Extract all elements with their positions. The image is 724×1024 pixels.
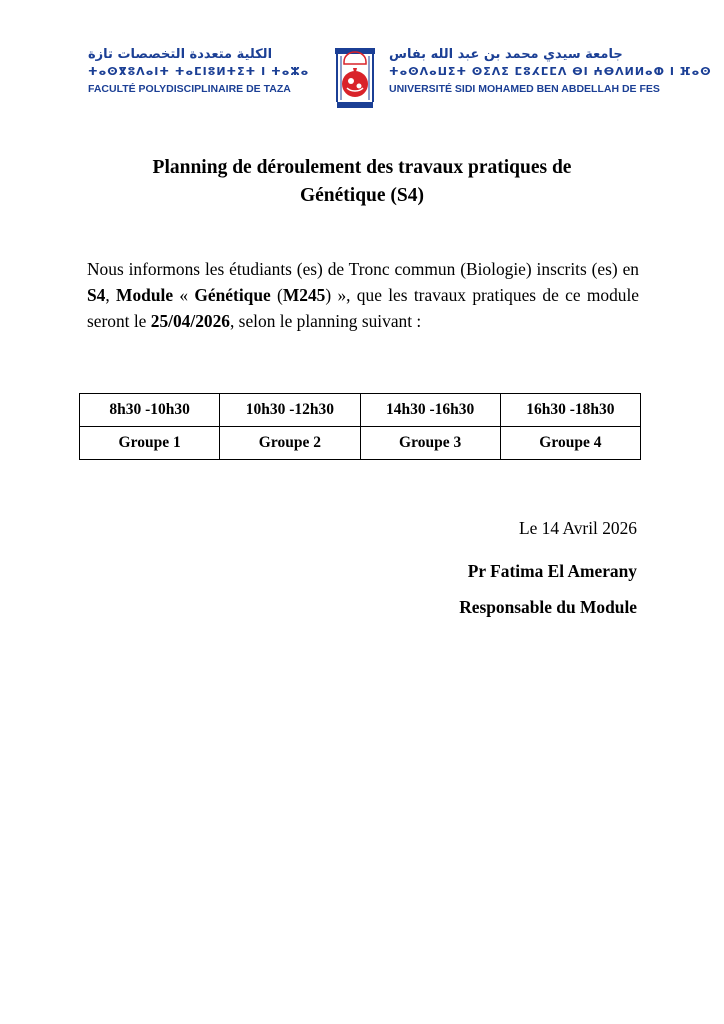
para-text-6: , selon le planning suivant : xyxy=(229,311,422,331)
faculty-name-tifinagh: ⵜⴰⵙⴳⵓⴷⴰⵏⵜ ⵜⴰⵎⵏⵓⵍⵜⵉⵜ ⵏ ⵜⴰⵣⴰ xyxy=(88,65,310,78)
schedule-groups-row xyxy=(80,427,641,460)
para-module-code: M245 xyxy=(282,285,326,305)
page-title xyxy=(100,154,624,210)
group-cell: Groupe 2 xyxy=(220,427,360,460)
group-cell: Groupe 3 xyxy=(360,427,500,460)
para-semester: S4 xyxy=(87,285,106,305)
para-text-1: Nous informons les étudiants (es) de Tronc commun (Biologie) inscrits (es) en xyxy=(87,259,639,279)
university-name-tifinagh: ⵜⴰⵙⴷⴰⵡⵉⵜ ⵙⵉⴷⵉ ⵎⵓⵃⵎⵎⴷ ⴱⵏ ⵄⴱⴷⵍⵍⴰⵀ ⵏ ⴼⴰⵙ xyxy=(389,65,712,78)
title-line-2: Génétique (S4) xyxy=(299,185,425,206)
university-name-french: UNIVERSITÉ SIDI MOHAMED BEN ABDELLAH DE FES xyxy=(389,83,660,95)
para-genetique: Génétique xyxy=(194,285,271,305)
document-date: Le 14 Avril 2026 xyxy=(518,518,637,538)
time-slot-cell: 10h30 -12h30 xyxy=(220,394,360,427)
para-text-3: « xyxy=(173,285,195,305)
time-slot-cell: 16h30 -18h30 xyxy=(500,394,640,427)
university-emblem-icon xyxy=(329,42,381,110)
group-cell: Groupe 4 xyxy=(500,427,640,460)
time-slot-cell: 8h30 -10h30 xyxy=(80,394,220,427)
faculty-name-arabic: الكلية متعددة التخصصات تازة xyxy=(88,47,273,62)
signatory-name: Pr Fatima El Amerany xyxy=(467,561,637,581)
group-cell: Groupe 1 xyxy=(80,427,220,460)
faculty-name-french: FACULTÉ POLYDISCIPLINAIRE DE TAZA xyxy=(88,83,291,95)
university-name-arabic: جامعة سيدي محمد بن عبد الله بفاس xyxy=(389,47,623,62)
schedule-times-row xyxy=(80,394,641,427)
university-header xyxy=(389,46,712,98)
signatory-role: Responsable du Module xyxy=(459,597,637,617)
para-text-2: , xyxy=(105,285,117,305)
letterhead xyxy=(0,36,724,116)
para-date: 25/04/2026 xyxy=(150,311,230,331)
schedule-table xyxy=(79,393,641,460)
para-module-word: Module xyxy=(116,285,174,305)
title-line-1: Planning de déroulement des travaux pratiques de xyxy=(152,157,572,178)
para-text-5: ) », que les travaux pratiques de ce module seront le xyxy=(87,285,640,331)
faculty-header xyxy=(88,46,320,98)
para-text-4: ( xyxy=(270,285,283,305)
time-slot-cell: 14h30 -16h30 xyxy=(360,394,500,427)
announcement-paragraph xyxy=(87,256,639,334)
